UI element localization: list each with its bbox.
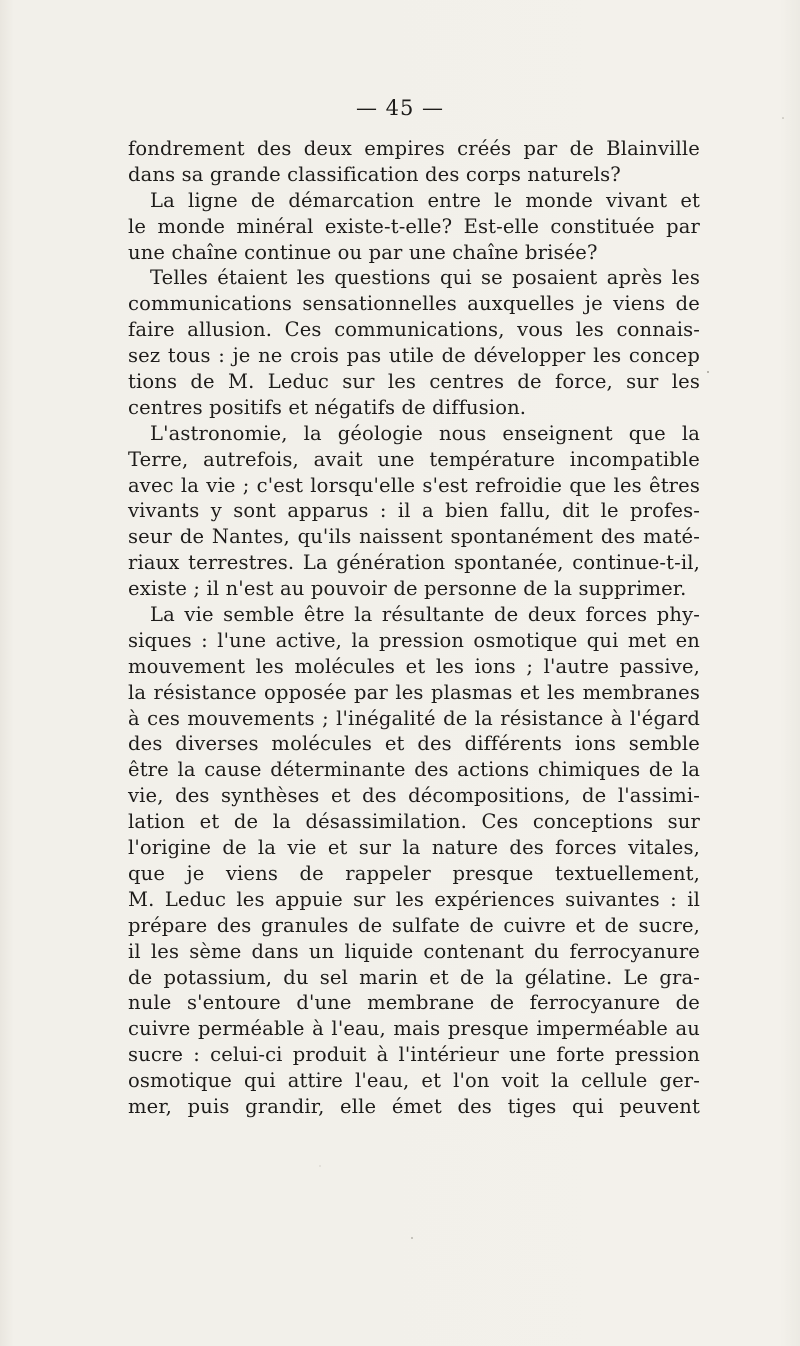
text-line: La vie semble être la résultante de deux forces phy- (150, 603, 700, 627)
text-line: seur de Nantes, qu'ils naissent spontanément des maté- (128, 525, 700, 549)
text-line: être la cause déterminante des actions chimiques de la (128, 758, 700, 782)
text-line: vivants y sont apparus : il a bien fallu, dit le profes- (128, 499, 700, 523)
text-line: La ligne de démarcation entre le monde vivant et (150, 188, 700, 212)
paper-speck (319, 1165, 320, 1166)
text-line: communications sensationnelles auxquelles je viens de (128, 292, 700, 316)
text-line: osmotique qui attire l'eau, et l'on voit la cellule ger- (128, 1069, 700, 1093)
text-line: lation et de la désassimilation. Ces conceptions sur (128, 810, 700, 834)
text-line: fondrement des deux empires créés par de Blainville (128, 137, 700, 160)
text-line: avec la vie ; c'est lorsqu'elle s'est refroidie que les êtres (128, 473, 700, 497)
text-line: des diverses molécules et des différents ions semble (128, 732, 700, 756)
text-line: nule s'entoure d'une membrane de ferrocyanure de (128, 991, 700, 1015)
text-line: la résistance opposée par les plasmas et les membranes (128, 680, 700, 704)
text-line: L'astronomie, la géologie nous enseignent que la (150, 421, 700, 445)
body-text (128, 136, 700, 1120)
text-line: il les sème dans un liquide contenant du ferrocyanure (128, 939, 700, 963)
text-line: tions de M. Leduc sur les centres de force, sur les (128, 370, 700, 394)
paper-speck (411, 1237, 413, 1239)
text-line: dans sa grande classification des corps naturels? (128, 162, 621, 186)
text-line: une chaîne continue ou par une chaîne brisée? (128, 240, 598, 264)
paper-speck (707, 371, 709, 373)
text-line: mer, puis grandir, elle émet des tiges qui peuvent (128, 1094, 700, 1118)
text-line: M. Leduc les appuie sur les expériences suivantes : il (128, 887, 700, 911)
text-line: sez tous : je ne crois pas utile de développer les concep (128, 344, 700, 368)
text-line: sucre : celui-ci produit à l'intérieur une forte pression (128, 1043, 700, 1067)
text-line: Terre, autrefois, avait une température incompatible (128, 447, 700, 471)
text-line: centres positifs et négatifs de diffusion. (128, 395, 527, 419)
text-line: de potassium, du sel marin et de la gélatine. Le gra- (128, 965, 700, 989)
text-line: faire allusion. Ces communications, vous les connais- (128, 318, 700, 342)
text-line: l'origine de la vie et sur la nature des forces vitales, (128, 836, 700, 860)
text-line: siques : l'une active, la pression osmotique qui met en (128, 628, 700, 652)
text-line: prépare des granules de sulfate de cuivre et de sucre, (128, 913, 700, 937)
page-number: — 45 — (355, 96, 445, 120)
text-line: existe ; il n'est au pouvoir de personne de la supprimer. (128, 577, 687, 601)
text-line: cuivre perméable à l'eau, mais presque imperméable au (128, 1017, 700, 1041)
text-line: Telles étaient les questions qui se posaient après les (150, 266, 700, 290)
text-line: le monde minéral existe-t-elle? Est-elle constituée par (128, 214, 700, 238)
text-line: vie, des synthèses et des décompositions, de l'assimi- (128, 784, 700, 808)
text-line: riaux terrestres. La génération spontanée, continue-t-il, (128, 551, 700, 575)
text-line: que je viens de rappeler presque textuellement, (128, 861, 700, 885)
text-line: mouvement les molécules et les ions ; l'autre passive, (128, 654, 700, 678)
text-line: à ces mouvements ; l'inégalité de la résistance à l'égard (128, 706, 700, 730)
